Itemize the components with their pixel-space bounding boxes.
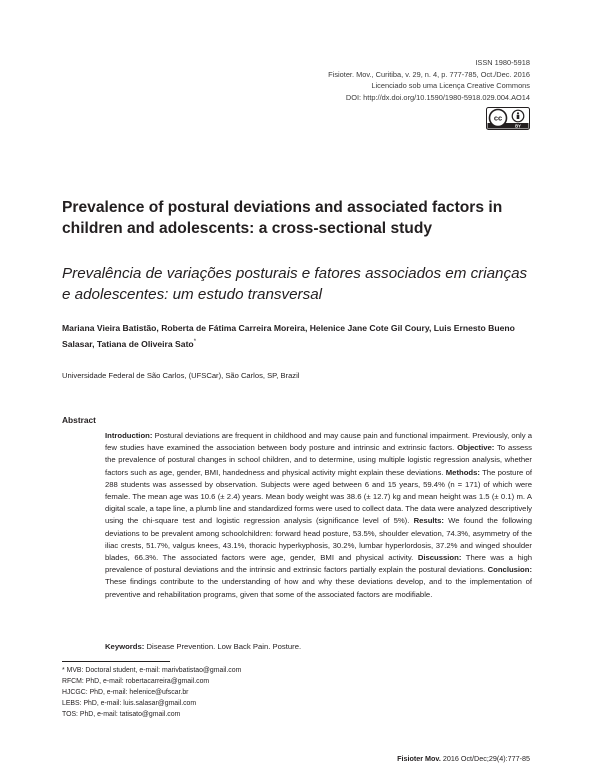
license-text: Licenciado sob uma Licença Creative Commons (371, 81, 530, 91)
conclusion-text: These findings contribute to the understanding of how and why these deviations develop, and to the implementation of preventive and rehabilitation programs, given that some of the associated factors are modifiable. (105, 577, 532, 599)
affiliation: Universidade Federal de São Carlos, (UFSCar), São Carlos, SP, Brazil (62, 371, 300, 380)
keywords-label: Keywords: (105, 642, 145, 651)
issn: ISSN 1980-5918 (475, 58, 530, 67)
creative-commons-badge-icon[interactable] (486, 107, 530, 130)
footnote-line: LEBS: PhD, e-mail: luis.salasar@gmail.com (62, 700, 197, 707)
author-footnotes (62, 665, 362, 720)
discussion-text: There was a high prevalence of postural deviations and the intrinsic and extrinsic factors partially explain the postural deviations. (105, 553, 532, 575)
methods-label: Methods: (445, 467, 480, 477)
page-reference (397, 754, 530, 763)
journal-metadata (270, 57, 530, 103)
discussion-label: Discussion: (417, 553, 462, 563)
abstract-heading: Abstract (62, 415, 96, 425)
footnote-line: * MVB: Doctoral student, e-mail: marivbatistao@gmail.com (62, 667, 242, 674)
cc-mark: cc (493, 113, 503, 123)
footnote-line: RFCM: PhD, e-mail: robertacarreira@gmail.com (62, 678, 210, 685)
keywords-text: Disease Prevention. Low Back Pain. Posture. (144, 642, 302, 651)
journal-abbrev: Fisioter Mov. (397, 754, 441, 763)
abstract-body (105, 430, 532, 601)
author-footnote-mark: * (193, 339, 197, 345)
footnote-line: HJCGC: PhD, e-mail: helenice@ufscar.br (62, 689, 189, 696)
footnote-line: TOS: PhD, e-mail: tatisato@gmail.com (62, 711, 181, 718)
objective-text: To assess the prevalence of postural changes in school children, and to determine, using multiple logistic regression analysis, whether factors such as age, gender, BMI, handedness and physical activity might explain these deviations. (105, 443, 532, 477)
doi[interactable]: DOI: http://dx.doi.org/10.1590/1980-5918.029.004.AO14 (345, 92, 530, 102)
objective-label: Objective: (457, 443, 495, 453)
article-title-portuguese: Prevalência de variações posturais e fatores associados em crianças e adolescentes: um estudo transversal (62, 265, 528, 303)
author-list (62, 321, 534, 351)
intro-label: Introduction: (105, 431, 153, 440)
person-icon (517, 112, 519, 114)
conclusion-label: Conclusion: (487, 565, 533, 575)
results-text: We found the following deviations to be prevalent among schoolchildren: forward head posture, 53.5%, shoulder elevation, 74.3%, asymmetry of the iliac crests, 51.7%, valgus knees, 43.1%, thoracic hyperkyphosis, 30.2%, lumbar hyperlordosis, 37.2% and winged shoulder blades, 66.3%. The associated factors were age, gender, BMI and physical activity. (105, 516, 532, 563)
issue-pages: 2016 Oct/Dec;29(4):777-85 (440, 754, 530, 763)
methods-text: The posture of 288 students was assessed by observation. Subjects were aged between 6 and 15 years, 59.4% (n = 171) of which were female. The mean age was 10.6 (± 2.4) years. Mean body weight was 38.6 (± 12.7) kg and mean height was 1.5 (± 0.1) m. A digital scale, a tape line, a plumb line and standardized forms were used to collect data. The data were analyzed descriptively using the chi-square test and logistic regression analysis (significance level of 5%). (105, 467, 532, 526)
intro-text: Postural deviations are frequent in childhood and may cause pain and functional impairment. Previously, only a few studies have examined the association between body posture and intrinsic and extrinsic factors. (105, 431, 532, 453)
citation: Fisioter. Mov., Curitiba, v. 29, n. 4, p. 777-785, Oct./Dec. 2016 (328, 69, 530, 79)
by-mark: BY (515, 123, 521, 129)
footnote-divider (62, 661, 170, 662)
article-title: Prevalence of postural deviations and associated factors in children and adolescents: a cross-sectional study (62, 199, 503, 237)
authors-names: Mariana Vieira Batistão, Roberta de Fátima Carreira Moreira, Helenice Jane Cote Gil Coury, Luis Ernesto Bueno Salasar, Tatiana de Oliveira Sato (62, 323, 515, 349)
results-label: Results: (413, 516, 444, 526)
keywords (105, 641, 532, 653)
